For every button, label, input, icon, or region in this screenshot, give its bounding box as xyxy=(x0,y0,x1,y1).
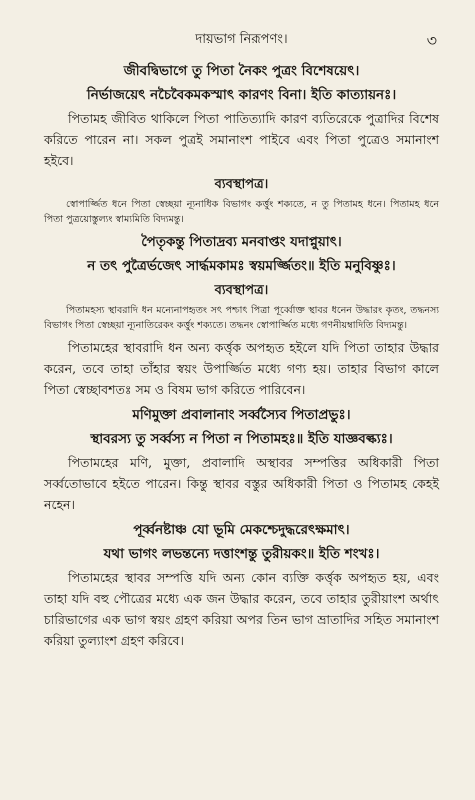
sanskrit-verse: মণিমুক্তা প্রবালানাং সর্ব্বস্যৈব পিতাপ্রভুঃ। xyxy=(132,407,351,423)
commentary-paragraph: পিতামহের স্থাবর সম্পত্তি যদি অন্য কোন ব্যক্তি কর্ত্তৃক অপহৃত হয়, এবং তাহা যদি বহু পৌত্রের মধ্যে এক জন উদ্ধার করেন, তবে তাহার তুরীয়াংশ অর্থাৎ চারিভাগের এক ভাগ স্বয়ং গ্রহণ করিয়া অপর তিন ভাগ ভ্রাতাদির সহিত সমানাংশ করিয়া তুল্যাংশ গ্রহণ করিবে। xyxy=(44,570,439,648)
legal-note: স্বোপার্জ্জিত ধনে পিতা স্বেচ্ছয়া ন্যূনাধিক বিভাগং কর্ত্তুং শক্যতে, ন তু পিতামহ ধনে। পিতামহ ধনে পিতা পুত্রয়োস্তুল্যং স্বাম্যমিতি বিদ্যমন্তু। xyxy=(44,199,439,225)
section-heading: ব্যবস্থাপত্র। xyxy=(214,283,269,298)
sanskrit-verse: যথা ভাগং লভন্তন্যে দত্তাংশন্তু তুরীয়কং॥ ইতি শংখঃ। xyxy=(103,546,380,562)
page-header xyxy=(44,30,439,58)
commentary-paragraph: পিতামহের স্থাবরাদি ধন অন্য কর্ত্তৃক অপহৃত হইলে যদি পিতা তাহার উদ্ধার করেন, তবে তাহা তাঁহার স্বয়ং উপার্জ্জিত মধ্যে গণ্য হয়। তাহার বিভাগ কালে পিতা স্বেচ্ছাবশতঃ সম ও বিষম ভাগ করিতে পারিবেন। xyxy=(44,340,439,397)
page-number: ৩ xyxy=(426,31,437,50)
commentary-paragraph: পিতামহ জীবিত থাকিলে পিতা পাতিত্যাদি কারণ ব্যতিরেকে পুত্রাদির বিশেষ করিতে পারেন না। সকল পুত্রই সমানাংশ পাইবে এবং পিতা পুত্রেও সমানাংশ হইবে। xyxy=(44,111,439,168)
sanskrit-verse: স্থাবরস্য তু সর্ব্বস্য ন পিতা ন পিতামহঃ॥ ইতি যাজ্ঞবল্ক্যঃ। xyxy=(90,431,393,447)
legal-note: পিতামহস্য স্থাবরাদি ধন মন্যেনাপহৃতং সৎ পশ্চাৎ পিত্রা পূর্ব্বোক্ত স্থাবর ধনেন উদ্ধারং কৃতং, তদ্ধনস্য বিভাগং পিতা স্বেচ্ছয়া ন্যূনাতিরেকং কর্ত্তুং শক্যতে। তদ্ধনং স্বোপার্জ্জিত মধ্যে গণনীয়ম্বাদিতি বিদ্যমন্তু। xyxy=(44,305,439,331)
page-body xyxy=(44,60,439,651)
sanskrit-verse: পৈতৃকন্তু পিতাদ্রব্য মনবাপ্তং যদাপ্নুয়াৎ। xyxy=(141,234,342,250)
sanskrit-verse: ন তৎ পুত্রৈর্ভজেৎ সার্দ্ধমকামঃ স্বয়মর্জ্জিতং॥ ইতি মনুবিষ্ণুঃ। xyxy=(87,258,396,274)
sanskrit-verse: নির্ভাজয়েৎ নচৈবৈকমকস্মাৎ কারণং বিনা। ইতি কাত্যায়নঃ। xyxy=(86,87,397,103)
running-title: দায়ভাগ নিরূপণং। xyxy=(195,32,288,47)
sanskrit-verse: পূর্ব্বনষ্টাঞ্চ যো ভূমি মেকশ্চেদুদ্ধরেৎক্ষমাৎ। xyxy=(133,522,350,538)
sanskrit-verse: জীবদ্বিভাগে তু পিতা নৈকং পুত্রং বিশেষয়েৎ। xyxy=(123,63,360,79)
section-heading: ব্যবস্থাপত্র। xyxy=(214,177,269,192)
commentary-paragraph: পিতামহের মণি, মুক্তা, প্রবালাদি অস্থাবর সম্পত্তির অধিকারী পিতা সর্ব্বতোভাবে হইতে পারেন। কিন্তু স্থাবর বস্তুর অধিকারী পিতা ও পিতামহ কেহই নহেন। xyxy=(44,455,439,512)
